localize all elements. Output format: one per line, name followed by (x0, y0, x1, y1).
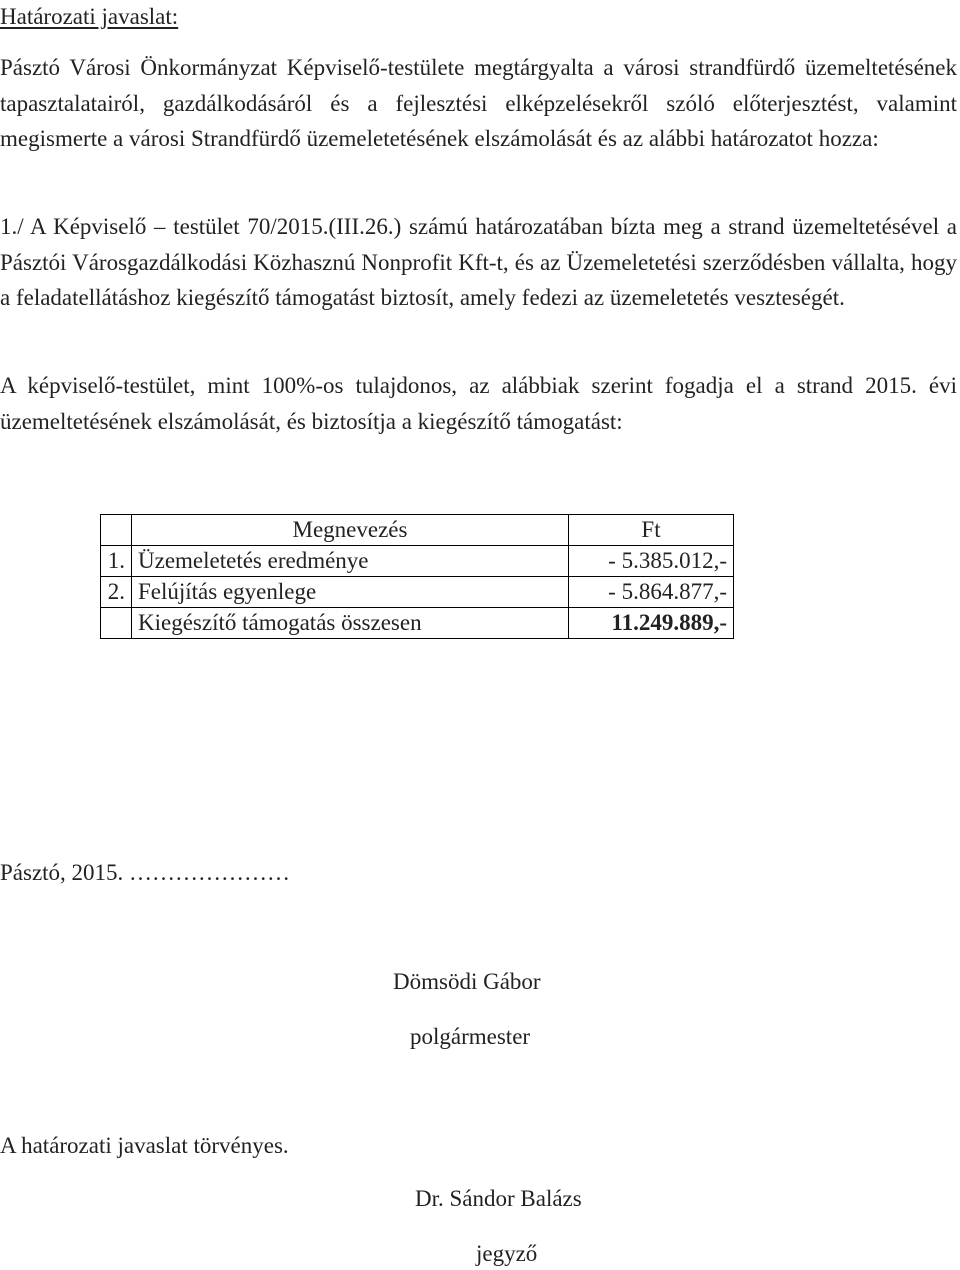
row-name-cell: Felújítás egyenlege (132, 577, 569, 608)
notary-name: Dr. Sándor Balázs (415, 1186, 582, 1211)
mayor-title: polgármester (410, 1024, 531, 1049)
header-ft-cell: Ft (569, 515, 734, 546)
total-num-cell (101, 608, 132, 639)
point-1-paragraph: 1./ A Képviselő – testület 70/2015.(III.26.) számú határozatában bízta meg a strand üzemeltetésével a Pásztói Városgazdálkodási Közhasznú Nonprofit Kft-t, és az Üzemeletetési szerződésben vállalta, hogy a feladatellátáshoz kiegészítő támogatást biztosít, amely fedezi az üzemeletetés veszteségét. (0, 214, 957, 310)
header-name-cell: Megnevezés (132, 515, 569, 546)
header-num-cell (101, 515, 132, 546)
table-header-row (101, 515, 734, 546)
place-date: Pásztó, 2015. ………………… (0, 860, 291, 885)
table-total-row (101, 608, 734, 639)
table-row (101, 577, 734, 608)
row-num-cell: 2. (101, 577, 132, 608)
notary-title: jegyző (476, 1241, 538, 1266)
table-row (101, 546, 734, 577)
acceptance-paragraph: A képviselő-testület, mint 100%-os tulajdonos, az alábbiak szerint fogadja el a strand 2015. évi üzemeltetésének elszámolását, és biztosítja a kiegészítő támogatást: (0, 373, 957, 434)
mayor-name: Dömsödi Gábor (393, 969, 541, 994)
intro-paragraph: Pásztó Városi Önkormányzat Képviselő-testülete megtárgyalta a városi strandfürdő üzemeltetésének tapasztalatairól, gazdálkodásáról és a fejlesztési elképzelésekről szóló előterjesztést, valamint megismerte a városi Strandfürdő üzemeletetésének elszámolását és az alábbi határozatot hozza: (0, 55, 957, 151)
row-ft-cell: - 5.385.012,- (569, 546, 734, 577)
row-ft-cell: - 5.864.877,- (569, 577, 734, 608)
total-ft-cell: 11.249.889,- (569, 608, 734, 639)
legal-note: A határozati javaslat törvényes. (0, 1133, 289, 1158)
settlement-table (100, 514, 734, 639)
row-name-cell: Üzemeletetés eredménye (132, 546, 569, 577)
row-num-cell: 1. (101, 546, 132, 577)
proposal-heading: Határozati javaslat: (0, 4, 179, 29)
total-name-cell: Kiegészítő támogatás összesen (132, 608, 569, 639)
